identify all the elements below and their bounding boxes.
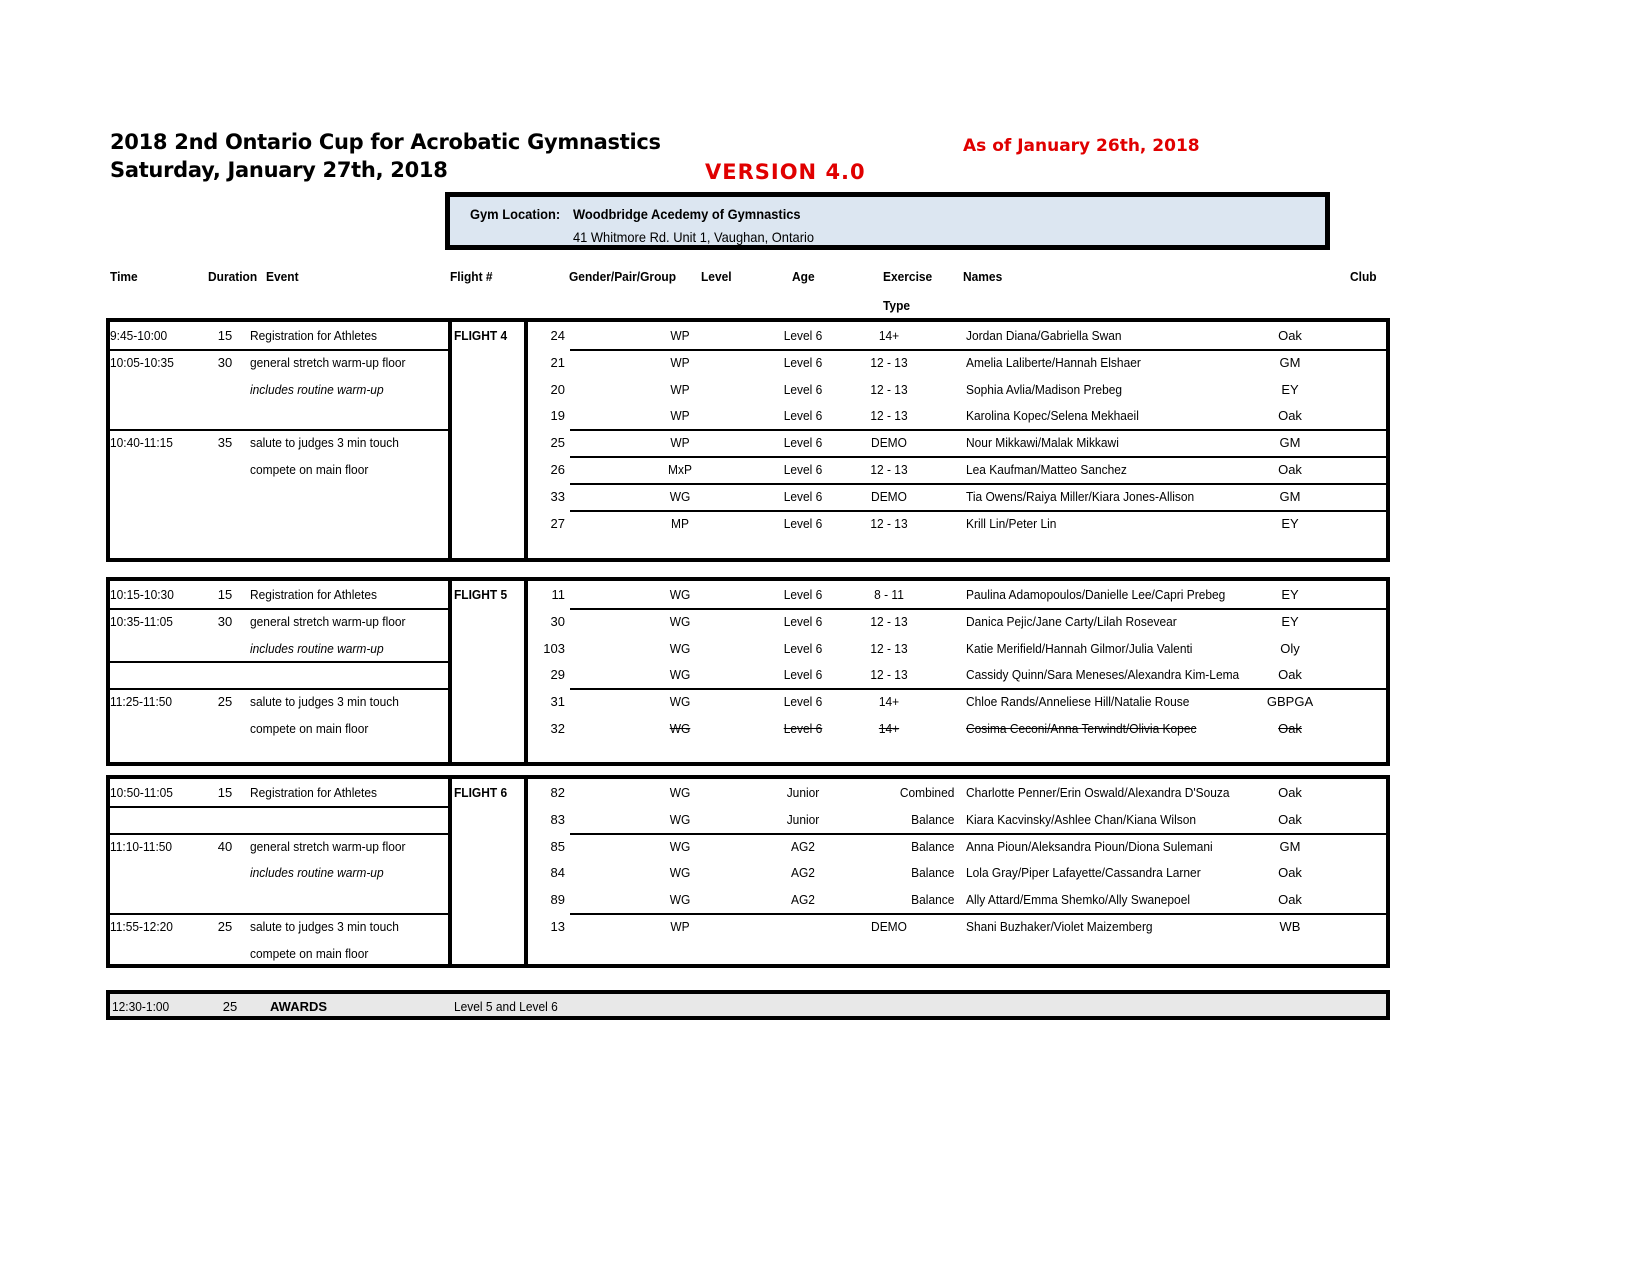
column-divider: [448, 779, 452, 964]
entry-number: 82: [550, 785, 565, 800]
entry-number: 103: [543, 640, 565, 656]
schedule-time: 10:35-11:05: [110, 613, 173, 629]
schedule-event: general stretch warm-up floor: [250, 838, 406, 854]
flight-label: FLIGHT 5: [454, 587, 508, 602]
schedule-time: 10:50-11:05: [110, 785, 173, 800]
entry-names: Anna Pioun/Aleksandra Pioun/Diona Sulemani: [966, 838, 1213, 854]
entry-age: 14+: [878, 694, 900, 710]
entry-level: Level 6: [783, 435, 823, 451]
awards-duration: 25: [222, 999, 238, 1014]
entry-exercise-type: Balance: [911, 865, 955, 881]
entry-club: Oak: [1278, 811, 1302, 827]
header-duration: Duration: [208, 269, 258, 284]
entry-category: MP: [671, 515, 689, 531]
entry-names: Cassidy Quinn/Sara Meneses/Alexandra Kim-Lema: [966, 667, 1240, 683]
schedule-event: includes routine warm-up: [250, 381, 384, 397]
entry-names: Sophia Avlia/Madison Prebeg: [966, 381, 1123, 397]
entry-number: 29: [550, 667, 565, 683]
entry-level: Level 6: [783, 587, 823, 602]
entry-category: WG: [669, 892, 691, 908]
entry-category: MxP: [668, 462, 692, 477]
entry-category: WG: [669, 865, 691, 881]
gym-location-label: Gym Location:: [470, 206, 561, 222]
entry-level: Level 6: [783, 381, 823, 397]
schedule-time: 10:15-10:30: [110, 587, 174, 602]
row-divider: [110, 661, 448, 663]
entry-club: WB: [1279, 919, 1301, 934]
entry-category: WG: [669, 587, 691, 602]
entry-level: AG2: [791, 892, 815, 908]
schedule-event: compete on main floor: [250, 721, 369, 736]
schedule-duration: 35: [217, 435, 233, 451]
event-date: Saturday, January 27th, 2018: [110, 158, 448, 182]
entry-number: 30: [550, 613, 565, 629]
row-divider: [570, 833, 1386, 835]
schedule-event: salute to judges 3 min touch: [250, 694, 399, 710]
entry-age: 14+: [878, 328, 900, 343]
entry-age: 12 - 13: [870, 667, 908, 683]
schedule-time: 10:40-11:15: [110, 435, 173, 451]
schedule-duration: 15: [217, 328, 233, 343]
entry-age: 8 - 11: [874, 587, 904, 602]
entry-exercise-type: Balance: [911, 811, 955, 827]
entry-names: Jordan Diana/Gabriella Swan: [966, 328, 1122, 343]
entry-club: Oak: [1278, 462, 1302, 477]
entry-number: 21: [550, 354, 565, 370]
entry-club: Oak: [1278, 721, 1302, 736]
entry-level: Level 6: [783, 694, 823, 710]
schedule-event: general stretch warm-up floor: [250, 613, 406, 629]
entry-age: DEMO: [871, 488, 907, 504]
gym-location-box: [445, 192, 1330, 250]
schedule-event: includes routine warm-up: [250, 865, 384, 881]
header-club: Club: [1350, 269, 1377, 284]
row-divider: [570, 483, 1386, 485]
entry-age: 14+: [878, 721, 900, 736]
schedule-time: 11:10-11:50: [110, 838, 173, 854]
entry-number: 32: [550, 721, 565, 736]
header-event: Event: [266, 269, 299, 284]
schedule-event: includes routine warm-up: [250, 640, 384, 656]
entry-level: Level 6: [783, 613, 823, 629]
entry-category: WP: [670, 435, 690, 451]
entry-number: 19: [550, 408, 565, 424]
entry-age: 12 - 13: [870, 408, 908, 424]
entry-category: WG: [669, 811, 691, 827]
entry-club: EY: [1281, 613, 1299, 629]
version-label: VERSION 4.0: [705, 160, 866, 184]
entry-age: DEMO: [871, 919, 907, 934]
entry-category: WG: [669, 613, 691, 629]
schedule-duration: 40: [217, 838, 233, 854]
schedule-event: compete on main floor: [250, 945, 369, 961]
row-divider: [110, 913, 448, 915]
entry-category: WG: [669, 667, 691, 683]
entry-category: WP: [670, 408, 690, 424]
schedule-duration: 30: [217, 613, 233, 629]
header-names: Names: [963, 269, 1003, 284]
entry-names: Shani Buzhaker/Violet Maizemberg: [966, 919, 1153, 934]
entry-category: WP: [670, 354, 690, 370]
entry-number: 83: [550, 811, 565, 827]
flight-block: [106, 577, 1390, 766]
row-divider: [110, 833, 448, 835]
flight-label: FLIGHT 6: [454, 785, 508, 800]
awards-note: Level 5 and Level 6: [454, 999, 558, 1014]
entry-club: Oak: [1278, 785, 1302, 800]
entry-names: Krill Lin/Peter Lin: [966, 515, 1057, 531]
entry-club: EY: [1281, 515, 1299, 531]
row-divider: [570, 913, 1386, 915]
entry-level: AG2: [791, 838, 815, 854]
entry-club: Oak: [1278, 408, 1302, 424]
schedule-event: Registration for Athletes: [250, 328, 377, 343]
schedule-duration: 25: [217, 694, 233, 710]
entry-names: Nour Mikkawi/Malak Mikkawi: [966, 435, 1119, 451]
entry-club: Oak: [1278, 865, 1302, 881]
header-age: Age: [792, 269, 815, 284]
entry-number: 27: [550, 515, 565, 531]
entry-number: 85: [550, 838, 565, 854]
row-divider: [570, 510, 1386, 512]
entry-level: Level 6: [783, 328, 823, 343]
entry-exercise-type: Balance: [911, 892, 955, 908]
row-divider: [110, 608, 448, 610]
schedule-duration: 15: [217, 785, 233, 800]
as-of-date: As of January 26th, 2018: [963, 136, 1200, 156]
row-divider: [110, 349, 448, 351]
entry-category: WG: [669, 838, 691, 854]
entry-category: WP: [670, 328, 690, 343]
entry-exercise-type: Balance: [911, 838, 955, 854]
schedule-event: Registration for Athletes: [250, 587, 377, 602]
awards-time: 12:30-1:00: [112, 999, 170, 1014]
flight-block: [106, 318, 1390, 562]
entry-number: 84: [550, 865, 565, 881]
page-title: 2018 2nd Ontario Cup for Acrobatic Gymnastics: [110, 130, 661, 154]
entry-club: Oak: [1278, 328, 1302, 343]
entry-number: 11: [551, 587, 565, 602]
schedule-event: Registration for Athletes: [250, 785, 377, 800]
header-gender: Gender/Pair/Group: [569, 269, 677, 284]
entry-number: 26: [550, 462, 565, 477]
entry-number: 20: [550, 381, 565, 397]
entry-names: Ally Attard/Emma Shemko/Ally Swanepoel: [966, 892, 1191, 908]
schedule-duration: 15: [217, 587, 233, 602]
entry-club: Oak: [1278, 667, 1302, 683]
row-divider: [110, 806, 448, 808]
row-divider: [570, 429, 1386, 431]
entry-names: Karolina Kopec/Selena Mekhaeil: [966, 408, 1139, 424]
entry-names: Lola Gray/Piper Lafayette/Cassandra Larner: [966, 865, 1201, 881]
entry-club: GBPGA: [1266, 694, 1314, 710]
flight-label: FLIGHT 4: [454, 328, 508, 343]
entry-names: Danica Pejic/Jane Carty/Lilah Rosevear: [966, 613, 1177, 629]
entry-names: Amelia Laliberte/Hannah Elshaer: [966, 354, 1141, 370]
entry-names: Lea Kaufman/Matteo Sanchez: [966, 462, 1127, 477]
entry-number: 25: [550, 435, 565, 451]
schedule-time: 10:05-10:35: [110, 354, 174, 370]
awards-row: [106, 990, 1390, 1020]
entry-number: 33: [550, 488, 565, 504]
entry-age: 12 - 13: [870, 381, 908, 397]
header-time: Time: [110, 269, 138, 284]
entry-club: GM: [1279, 838, 1301, 854]
entry-level: Level 6: [783, 721, 823, 736]
entry-number: 13: [550, 919, 565, 934]
entry-category: WP: [670, 381, 690, 397]
entry-level: Level 6: [783, 667, 823, 683]
row-divider: [570, 688, 1386, 690]
entry-club: EY: [1281, 587, 1299, 602]
entry-category: WG: [669, 488, 691, 504]
row-divider: [570, 349, 1386, 351]
schedule-event: salute to judges 3 min touch: [250, 435, 399, 451]
entry-age: 12 - 13: [870, 640, 908, 656]
entry-names: Paulina Adamopoulos/Danielle Lee/Capri Prebeg: [966, 587, 1226, 602]
entry-level: Junior: [786, 785, 820, 800]
entry-names: Charlotte Penner/Erin Oswald/Alexandra D'Souza: [966, 785, 1230, 800]
schedule-duration: 25: [217, 919, 233, 934]
schedule-event: general stretch warm-up floor: [250, 354, 406, 370]
entry-category: WG: [669, 640, 691, 656]
entry-club: GM: [1279, 435, 1301, 451]
entry-level: Junior: [786, 811, 820, 827]
schedule-time: 11:55-12:20: [110, 919, 173, 934]
entry-club: Oly: [1280, 640, 1300, 656]
entry-number: 31: [550, 694, 565, 710]
entry-category: WG: [669, 785, 691, 800]
schedule-event: salute to judges 3 min touch: [250, 919, 399, 934]
entry-number: 89: [550, 892, 565, 908]
entry-level: AG2: [791, 865, 815, 881]
column-divider: [448, 322, 452, 558]
entry-names: Cosima Ceconi/Anna Terwindt/Olivia Kopec: [966, 721, 1197, 736]
header-exercise-type: Type: [883, 298, 911, 313]
entry-club: GM: [1279, 354, 1301, 370]
row-divider: [110, 688, 448, 690]
row-divider: [570, 608, 1386, 610]
header-exercise: Exercise: [883, 269, 933, 284]
schedule-event: compete on main floor: [250, 462, 369, 477]
header-flight: Flight #: [450, 269, 493, 284]
entry-age: 12 - 13: [870, 613, 908, 629]
entry-age: 12 - 13: [870, 515, 908, 531]
schedule-time: 11:25-11:50: [110, 694, 173, 710]
awards-event: AWARDS: [270, 999, 328, 1014]
schedule-duration: 30: [217, 354, 233, 370]
entry-club: GM: [1279, 488, 1301, 504]
gym-address: 41 Whitmore Rd. Unit 1, Vaughan, Ontario: [573, 229, 815, 245]
entry-category: WG: [669, 721, 691, 736]
entry-club: EY: [1281, 381, 1299, 397]
entry-age: 12 - 13: [870, 462, 908, 477]
entry-category: WP: [670, 919, 690, 934]
row-divider: [570, 456, 1386, 458]
row-divider: [110, 429, 448, 431]
entry-level: Level 6: [783, 354, 823, 370]
header-level: Level: [701, 269, 732, 284]
entry-category: WG: [669, 694, 691, 710]
column-divider: [448, 581, 452, 762]
entry-level: Level 6: [783, 515, 823, 531]
entry-names: Tia Owens/Raiya Miller/Kiara Jones-Allison: [966, 488, 1195, 504]
entry-level: Level 6: [783, 462, 823, 477]
entry-level: Level 6: [783, 640, 823, 656]
entry-level: Level 6: [783, 408, 823, 424]
entry-level: Level 6: [783, 488, 823, 504]
entry-names: Chloe Rands/Anneliese Hill/Natalie Rouse: [966, 694, 1190, 710]
flight-block: [106, 775, 1390, 968]
entry-exercise-type: Combined: [899, 785, 955, 800]
entry-names: Katie Merifield/Hannah Gilmor/Julia Valenti: [966, 640, 1193, 656]
gym-name: Woodbridge Acedemy of Gymnastics: [573, 206, 801, 222]
entry-names: Kiara Kacvinsky/Ashlee Chan/Kiana Wilson: [966, 811, 1197, 827]
entry-number: 24: [550, 328, 565, 343]
schedule-time: 9:45-10:00: [110, 328, 168, 343]
entry-club: Oak: [1278, 892, 1302, 908]
entry-age: 12 - 13: [870, 354, 908, 370]
entry-age: DEMO: [871, 435, 907, 451]
